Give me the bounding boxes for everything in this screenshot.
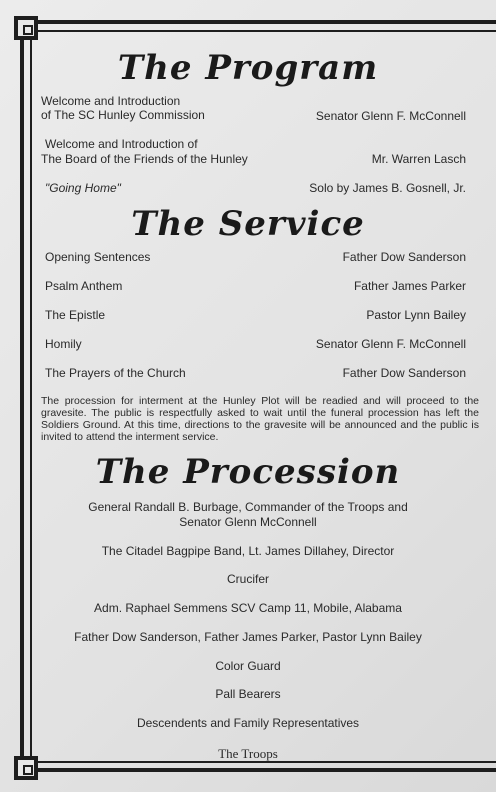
service-item-4-left: Homily (45, 337, 82, 351)
procession-item-8: Pall Bearers (215, 687, 281, 701)
service-item-5-right: Father Dow Sanderson (342, 366, 466, 380)
service-title: The Service (131, 204, 365, 244)
program-item-3-left: "Going Home" (45, 181, 121, 195)
service-note: The procession for interment at the Hunley Plot will be readied and will proceed to the gravesite. The public is respectfully asked to wait until the funeral procession has left the Soldiers Ground. At this time, directions to the gravesite will be announced and the public is invited to attend the interment service. (41, 395, 479, 443)
service-item-1-left: Opening Sentences (45, 250, 151, 264)
program-item-2-left-1: Welcome and Introduction of (45, 137, 198, 151)
program-item-2-right: Mr. Warren Lasch (371, 152, 466, 166)
service-item-2-right: Father James Parker (353, 279, 466, 293)
border-left-inner (30, 28, 32, 764)
border-top-inner (28, 30, 496, 32)
procession-item-9: Descendents and Family Representatives (136, 716, 360, 730)
program-item-1-left-2: of The SC Hunley Commission (41, 108, 205, 122)
procession-item-4: Crucifer (226, 572, 269, 586)
procession-title: The Procession (95, 452, 401, 492)
border-bottom (28, 768, 496, 772)
service-item-5-left: The Prayers of the Church (45, 366, 186, 380)
service-item-1-right: Father Dow Sanderson (342, 250, 466, 264)
program-item-1-left-1: Welcome and Introduction (41, 94, 181, 108)
program-item-2-left-2: The Board of the Friends of the Hunley (41, 152, 248, 166)
procession-item-10: The Troops (218, 746, 278, 761)
procession-item-6: Father Dow Sanderson, Father James Parker, Pastor Lynn Bailey (74, 630, 422, 644)
procession-item-5: Adm. Raphael Semmens SCV Camp 11, Mobile, Alabama (94, 601, 402, 615)
program-item-3-right: Solo by James B. Gosnell, Jr. (309, 181, 466, 195)
service-item-4-right: Senator Glenn F. McConnell (315, 337, 466, 351)
program-title: The Program (117, 48, 379, 88)
service-item-3-left: The Epistle (45, 308, 106, 322)
procession-item-7: Color Guard (215, 659, 281, 673)
program-item-1-right: Senator Glenn F. McConnell (315, 109, 466, 123)
border-left (20, 28, 24, 764)
service-item-2-left: Psalm Anthem (45, 279, 123, 293)
service-item-3-right: Pastor Lynn Bailey (366, 308, 466, 322)
procession-item-3: The Citadel Bagpipe Band, Lt. James Dillahey, Director (101, 544, 395, 558)
procession-item-2: Senator Glenn McConnell (179, 515, 317, 529)
corner-ornament-top (14, 16, 38, 40)
border-top (28, 20, 496, 24)
procession-item-1: General Randall B. Burbage, Commander of the Troops and (88, 500, 408, 514)
